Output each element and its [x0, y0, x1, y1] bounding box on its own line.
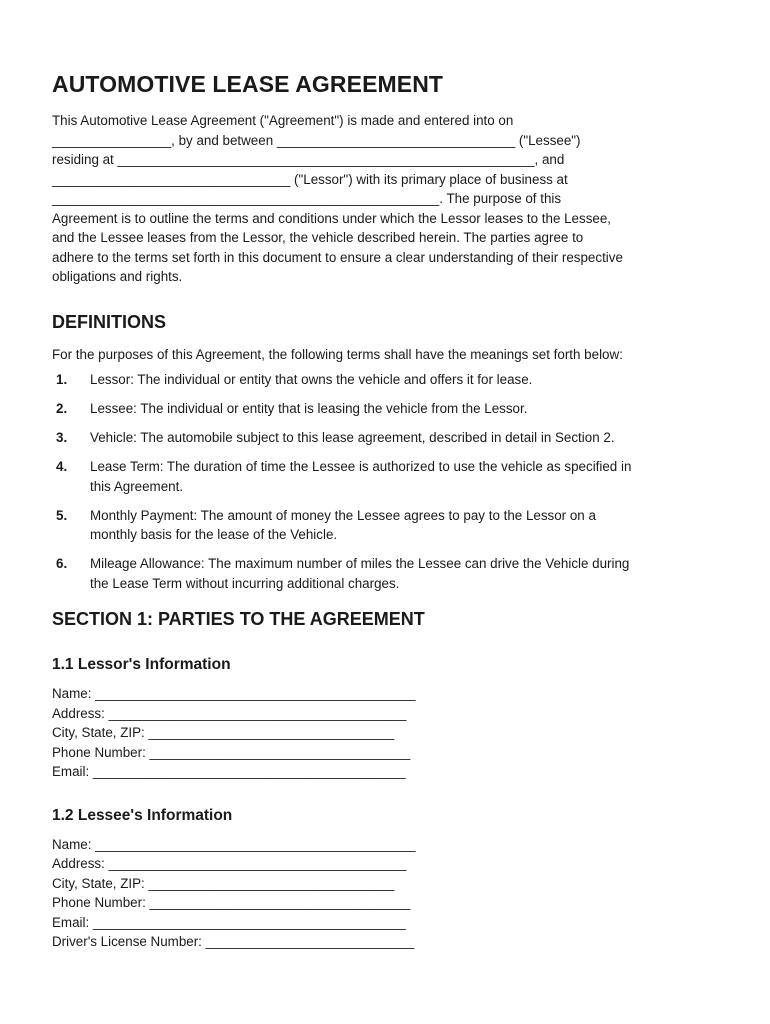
definition-line: the Lease Term without incurring additional charges. [90, 575, 400, 591]
definition-text [90, 457, 722, 496]
lessee-info-fields [52, 835, 722, 952]
intro-line: and the Lessee leases from the Lessor, the vehicle described herein. The parties agree to [52, 230, 584, 245]
definition-number: 6. [56, 556, 68, 571]
lessor-name-field[interactable]: Name: ___________________________________________ [52, 686, 416, 701]
intro-line: obligations and rights. [52, 269, 183, 284]
lessor-phone-field[interactable]: Phone Number: ___________________________________ [52, 744, 411, 760]
document-title: AUTOMOTIVE LEASE AGREEMENT [52, 71, 444, 97]
intro-line: Agreement is to outline the terms and conditions under which the Lessor leases to the Lessee, [52, 210, 612, 226]
definitions-heading: DEFINITIONS [52, 311, 167, 332]
intro-line: residing at ________________________________________________________, and [52, 152, 565, 167]
definition-item [52, 457, 722, 496]
definition-number: 1. [56, 372, 68, 387]
lessee-address-field[interactable]: Address: ________________________________________ [52, 856, 407, 871]
intro-line: ________________________________ ("Lessor") with its primary place of business at [52, 171, 568, 187]
definition-line: Lease Term: The duration of time the Lessee is authorized to use the vehicle as specified in [90, 459, 632, 474]
definition-text [90, 370, 722, 390]
intro-line: adhere to the terms set forth in this document to ensure a clear understanding of their respective [52, 249, 623, 265]
definition-item [52, 399, 722, 419]
lessee-info-heading: 1.2 Lessee's Information [52, 806, 233, 824]
lessee-email-field[interactable]: Email: __________________________________________ [52, 914, 406, 930]
definition-line: monthly basis for the lease of the Vehicle. [90, 527, 338, 542]
definition-number: 3. [56, 430, 68, 445]
lessor-email-field[interactable]: Email: __________________________________________ [52, 764, 406, 779]
lessee-drivers-license-field[interactable]: Driver's License Number: ____________________________ [52, 934, 415, 949]
intro-paragraph [52, 111, 722, 287]
lessee-name-field[interactable]: Name: ___________________________________________ [52, 836, 416, 852]
intro-line: ____________________________________________________. The purpose of this [52, 191, 562, 206]
definition-line: Monthly Payment: The amount of money the Lessee agrees to pay to the Lessor on a [90, 507, 596, 523]
definition-number: 5. [56, 507, 68, 523]
definition-line: Vehicle: The automobile subject to this lease agreement, described in detail in Section 2. [90, 430, 615, 445]
definition-text [90, 428, 722, 448]
definition-item [52, 506, 722, 545]
lessor-city-state-zip-field[interactable]: City, State, ZIP: _________________________________ [52, 725, 395, 740]
definition-line: Lessee: The individual or entity that is leasing the vehicle from the Lessor. [90, 401, 528, 416]
lessor-info-fields [52, 684, 722, 782]
definition-line: Mileage Allowance: The maximum number of miles the Lessee can drive the Vehicle during [90, 556, 630, 571]
intro-line: This Automotive Lease Agreement ("Agreement") is made and entered into on [52, 113, 514, 128]
definitions-list [52, 370, 722, 593]
definition-item [52, 370, 722, 390]
definition-number: 2. [56, 401, 68, 416]
lessee-phone-field[interactable]: Phone Number: ___________________________________ [52, 895, 411, 910]
definition-line: this Agreement. [90, 478, 184, 494]
definition-text [90, 399, 722, 419]
definition-text [90, 554, 722, 593]
definition-line: Lessor: The individual or entity that owns the vehicle and offers it for lease. [90, 372, 533, 387]
definition-item [52, 428, 722, 448]
section1-heading: SECTION 1: PARTIES TO THE AGREEMENT [52, 609, 425, 629]
definition-text [90, 506, 722, 545]
definitions-intro: For the purposes of this Agreement, the following terms shall have the meanings set forth below: [52, 346, 623, 362]
definition-item [52, 554, 722, 593]
intro-line: ________________, by and between ________________________________ ("Lessee") [52, 132, 581, 148]
lessee-city-state-zip-field[interactable]: City, State, ZIP: _________________________________ [52, 875, 395, 891]
lessor-address-field[interactable]: Address: ________________________________________ [52, 705, 407, 721]
definition-number: 4. [56, 459, 68, 474]
lessor-info-heading: 1.1 Lessor's Information [52, 656, 231, 673]
